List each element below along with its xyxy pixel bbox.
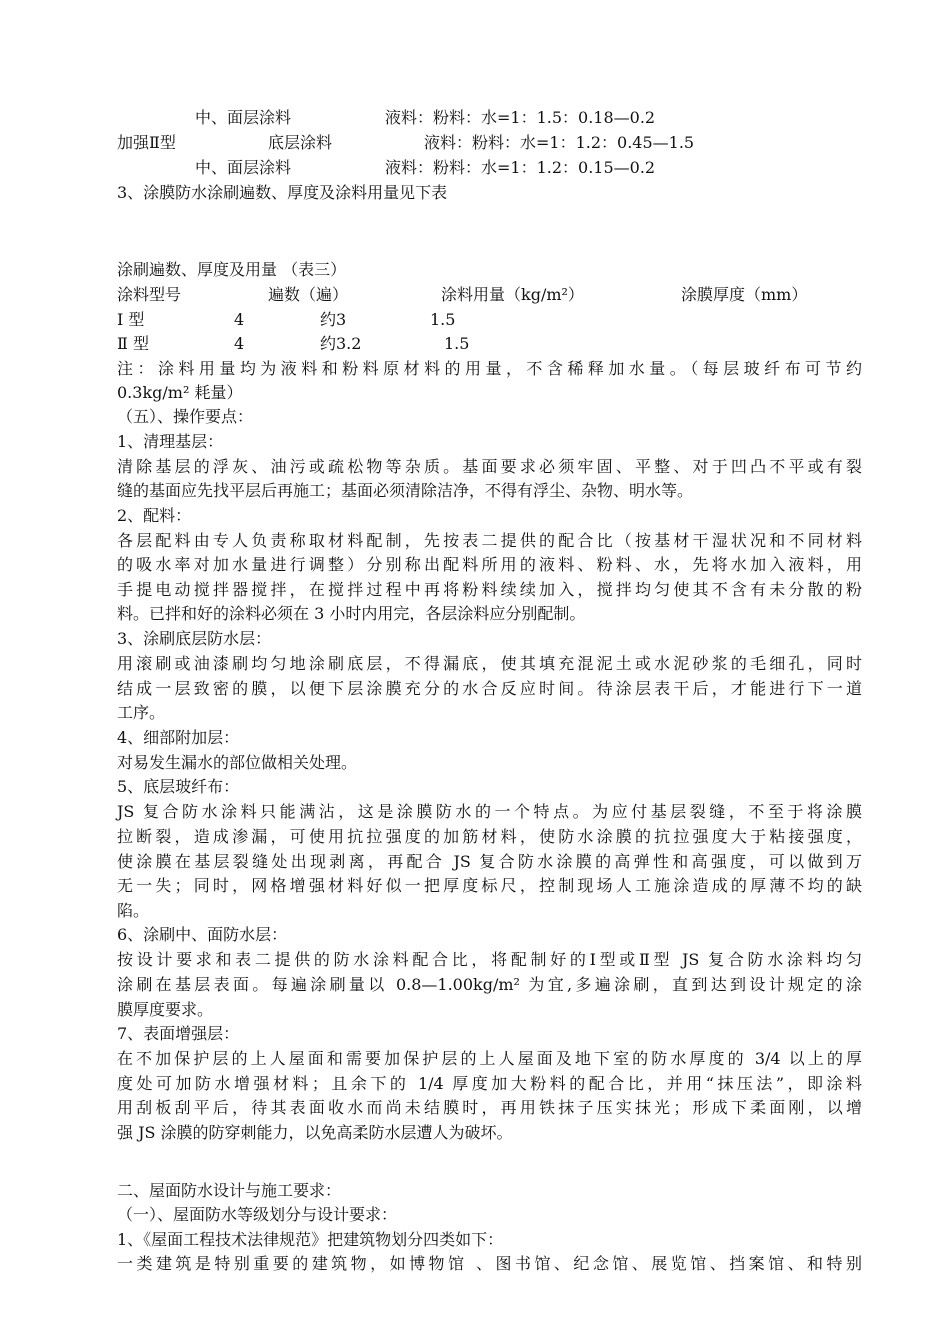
table3-header-coats: 遍数（遍）: [268, 285, 349, 304]
step7-line: 在不加保护层的上人屋面和需要加保护层的上人屋面及地下室的防水厚度的 3/4 以上的厚: [117, 1049, 862, 1068]
heading-3: 3、涂膜防水涂刷遍数、厚度及涂料用量见下表: [117, 183, 448, 202]
step2-line: 各层配料由专人负责称取材料配制，先按表二提供的配合比（按基材干湿状况和不同材料: [117, 531, 862, 550]
step3-line: 结成一层致密的膜，以便下层涂膜充分的水合反应时间。待涂层表干后，才能进行下一道: [117, 679, 862, 698]
table3-row2-type: Ⅱ 型: [117, 334, 149, 353]
step7-line: 用刮板刮平后，待其表面收水而尚未结膜时，再用铁抹子压实抹光；形成下柔面刚，以增: [117, 1098, 862, 1117]
table3-row1-usage: 约3: [320, 310, 347, 329]
step3-line: 用滚刷或油漆刷均匀地涂刷底层，不得漏底，使其填充混泥土或水泥砂浆的毛细孔，同时: [117, 654, 862, 673]
table3-header-type: 涂料型号: [117, 285, 182, 304]
step1-line: 清除基层的浮灰、油污或疏松物等杂质。基面要求必须牢固、平整、对于凹凸不平或有裂: [117, 457, 862, 476]
step3-line: 工序。: [117, 703, 166, 722]
step5-line: JS 复合防水涂料只能满沾，这是涂膜防水的一个特点。为应付基层裂缝，不至于将涂膜: [117, 802, 862, 821]
table3-row1-coats: 4: [234, 310, 245, 329]
step7-title: 7、表面增强层：: [117, 1024, 240, 1043]
table3-header-usage: 涂料用量（kg/m²）: [441, 285, 584, 304]
table3-header-thickness: 涂膜厚度（mm）: [681, 285, 808, 304]
step2-line: 的吸水率对加水量进行调整）分别称出配料所用的液料、粉料、水，先将水加入液料，用: [117, 555, 862, 574]
part2-title: 二、屋面防水设计与施工要求：: [117, 1181, 342, 1200]
step2-title: 2、配料：: [117, 506, 192, 525]
table3-row1-thickness: 1.5: [430, 310, 456, 329]
step6-line: 按设计要求和表二提供的防水涂料配合比，将配制好的Ⅰ型或Ⅱ型 JS 复合防水涂料均匀: [117, 950, 862, 969]
mix-row1-layer: 中、面层涂料: [195, 108, 292, 127]
part2-item1-line: 一类建筑是特别重要的建筑物，如博物馆 、图书馆、纪念馆、展览馆、挡案馆、和特别: [117, 1254, 862, 1273]
section5-title: （五）、操作要点：: [117, 407, 254, 426]
step1-title: 1、清理基层：: [117, 432, 224, 451]
step2-line: 料。已拌和好的涂料必须在 3 小时内用完，各层涂料应分别配制。: [117, 604, 586, 623]
mix-row1-ratio: 液料：粉料：水=1：1.5：0.18—0.2: [385, 108, 656, 127]
mix-row2-layer: 底层涂料: [268, 133, 333, 152]
step4-line: 对易发生漏水的部位做相关处理。: [117, 753, 358, 772]
step6-title: 6、涂刷中、面防水层：: [117, 925, 288, 944]
step5-line: 拉断裂，造成渗漏，可使用抗拉强度的加筋材料，使防水涂膜的抗拉强度大于粘接强度，: [117, 827, 862, 846]
mix-row3-ratio: 液料：粉料：水=1：1.2：0.15—0.2: [385, 158, 656, 177]
table3-row2-usage: 约3.2: [320, 334, 362, 353]
step3-title: 3、涂刷底层防水层：: [117, 629, 272, 648]
step5-title: 5、底层玻纤布：: [117, 777, 240, 796]
mix-row2-type: 加强Ⅱ型: [117, 133, 176, 152]
note-line: 0.3kg/m² 耗量）: [117, 383, 243, 402]
table3-row2-thickness: 1.5: [444, 334, 470, 353]
step4-title: 4、细部附加层：: [117, 728, 240, 747]
step2-line: 手提电动搅拌器搅拌，在搅拌过程中再将粉料续续加入，搅拌均匀使其不含有未分散的粉: [117, 580, 862, 599]
step7-line: 度处可加防水增强材料；且余下的 1/4 厚度加大粉料的配合比，并用“抹压法”，即涂料: [117, 1074, 862, 1093]
mix-row2-ratio: 液料：粉料：水=1：1.2：0.45—1.5: [424, 133, 695, 152]
table3-row2-coats: 4: [234, 334, 245, 353]
step6-line: 膜厚度要求。: [117, 1000, 214, 1019]
mix-row3-layer: 中、面层涂料: [195, 158, 292, 177]
step5-line: 使涂膜在基层裂缝处出现剥离，再配合 JS 复合防水涂膜的高弹性和高强度，可以做到万: [117, 852, 862, 871]
part2-item1-title: 1、《屋面工程技术法律规范》把建筑物划分四类如下：: [117, 1230, 504, 1249]
part2-subtitle: （一）、屋面防水等级划分与设计要求：: [117, 1205, 398, 1224]
step6-line: 涂刷在基层表面。每遍涂刷量以 0.8—1.00kg/m² 为宜,多遍涂刷，直到达到设计规定的涂: [117, 975, 862, 994]
step7-line: 强 JS 涂膜的防穿刺能力，以免高柔防水层遭人为破坏。: [117, 1123, 513, 1142]
table3-row1-type: Ⅰ 型: [117, 310, 145, 329]
step5-line: 陷。: [117, 901, 150, 920]
note-line: 注：涂料用量均为液料和粉料原材料的用量，不含稀释加水量。（每层玻纤布可节约: [117, 359, 862, 378]
table3-title: 涂刷遍数、厚度及用量 （表三）: [117, 260, 347, 279]
step5-line: 无一失；同时，网格增强材料好似一把厚度标尺，控制现场人工施涂造成的厚薄不均的缺: [117, 876, 862, 895]
step1-line: 缝的基面应先找平层后再施工；基面必须清除洁净，不得有浮尘、杂物、明水等。: [117, 481, 694, 500]
